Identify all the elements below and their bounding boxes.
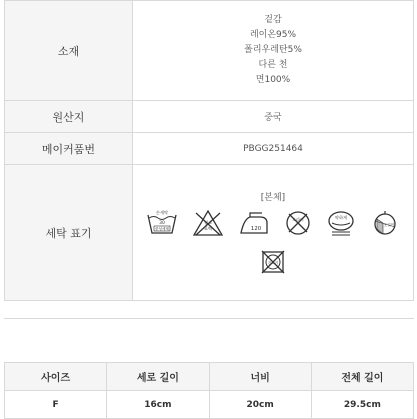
svg-text:옷걸이: 옷걸이 <box>383 223 395 227</box>
height-cell: 16cm <box>107 391 209 419</box>
care-row <box>5 165 414 301</box>
care-value <box>133 165 414 301</box>
material-value <box>133 1 414 101</box>
size-table-header-row <box>5 363 414 391</box>
shade-dry-icon <box>370 209 400 237</box>
iron-120-icon <box>238 209 270 237</box>
hand-wash-30-icon <box>146 209 178 237</box>
svg-text:드라이: 드라이 <box>292 217 304 222</box>
svg-text:중성세제: 중성세제 <box>155 227 169 231</box>
size-cell: F <box>5 391 107 419</box>
no-dry-clean-icon <box>284 209 312 237</box>
material-line: 다른 천 <box>258 60 288 70</box>
svg-text:염소: 염소 <box>203 220 213 225</box>
total-length-cell: 29.5cm <box>311 391 413 419</box>
material-line: 겉감 <box>264 15 282 25</box>
material-line: 레이온95% <box>249 30 297 40</box>
care-extra-row <box>133 249 413 275</box>
size-table <box>4 362 414 419</box>
svg-text:손세탁: 손세탁 <box>155 210 169 215</box>
svg-text:건조기: 건조기 <box>267 261 279 265</box>
table-row <box>5 391 414 419</box>
svg-text:120: 120 <box>250 226 262 232</box>
maker-code-label: 메이커품번 <box>5 133 133 165</box>
svg-text:표백: 표백 <box>203 226 213 231</box>
size-col-header: 사이즈 <box>5 363 107 391</box>
origin-label: 원산지 <box>5 101 133 133</box>
care-icons <box>133 209 413 237</box>
material-line: 면100% <box>255 75 291 85</box>
width-col-header: 너비 <box>209 363 311 391</box>
material-row <box>5 1 414 101</box>
no-chlorine-bleach-icon <box>192 209 224 237</box>
no-tumble-dry-icon <box>260 249 286 275</box>
svg-text:약하게: 약하게 <box>334 215 348 220</box>
svg-text:30: 30 <box>159 221 165 226</box>
total-length-col-header: 전체 길이 <box>311 363 413 391</box>
section-divider <box>4 318 414 319</box>
wring-weak-icon <box>326 209 356 237</box>
width-cell: 20cm <box>209 391 311 419</box>
origin-value: 중국 <box>133 101 414 133</box>
maker-code-value: PBGG251464 <box>133 133 414 165</box>
care-label: 세탁 표기 <box>5 165 133 301</box>
product-spec-table <box>4 0 414 301</box>
material-line: 폴리우레탄5% <box>244 45 302 55</box>
height-col-header: 세로 길이 <box>107 363 209 391</box>
origin-row <box>5 101 414 133</box>
care-section-title: [본체] <box>260 193 286 203</box>
material-label: 소재 <box>5 1 133 101</box>
maker-code-row <box>5 133 414 165</box>
